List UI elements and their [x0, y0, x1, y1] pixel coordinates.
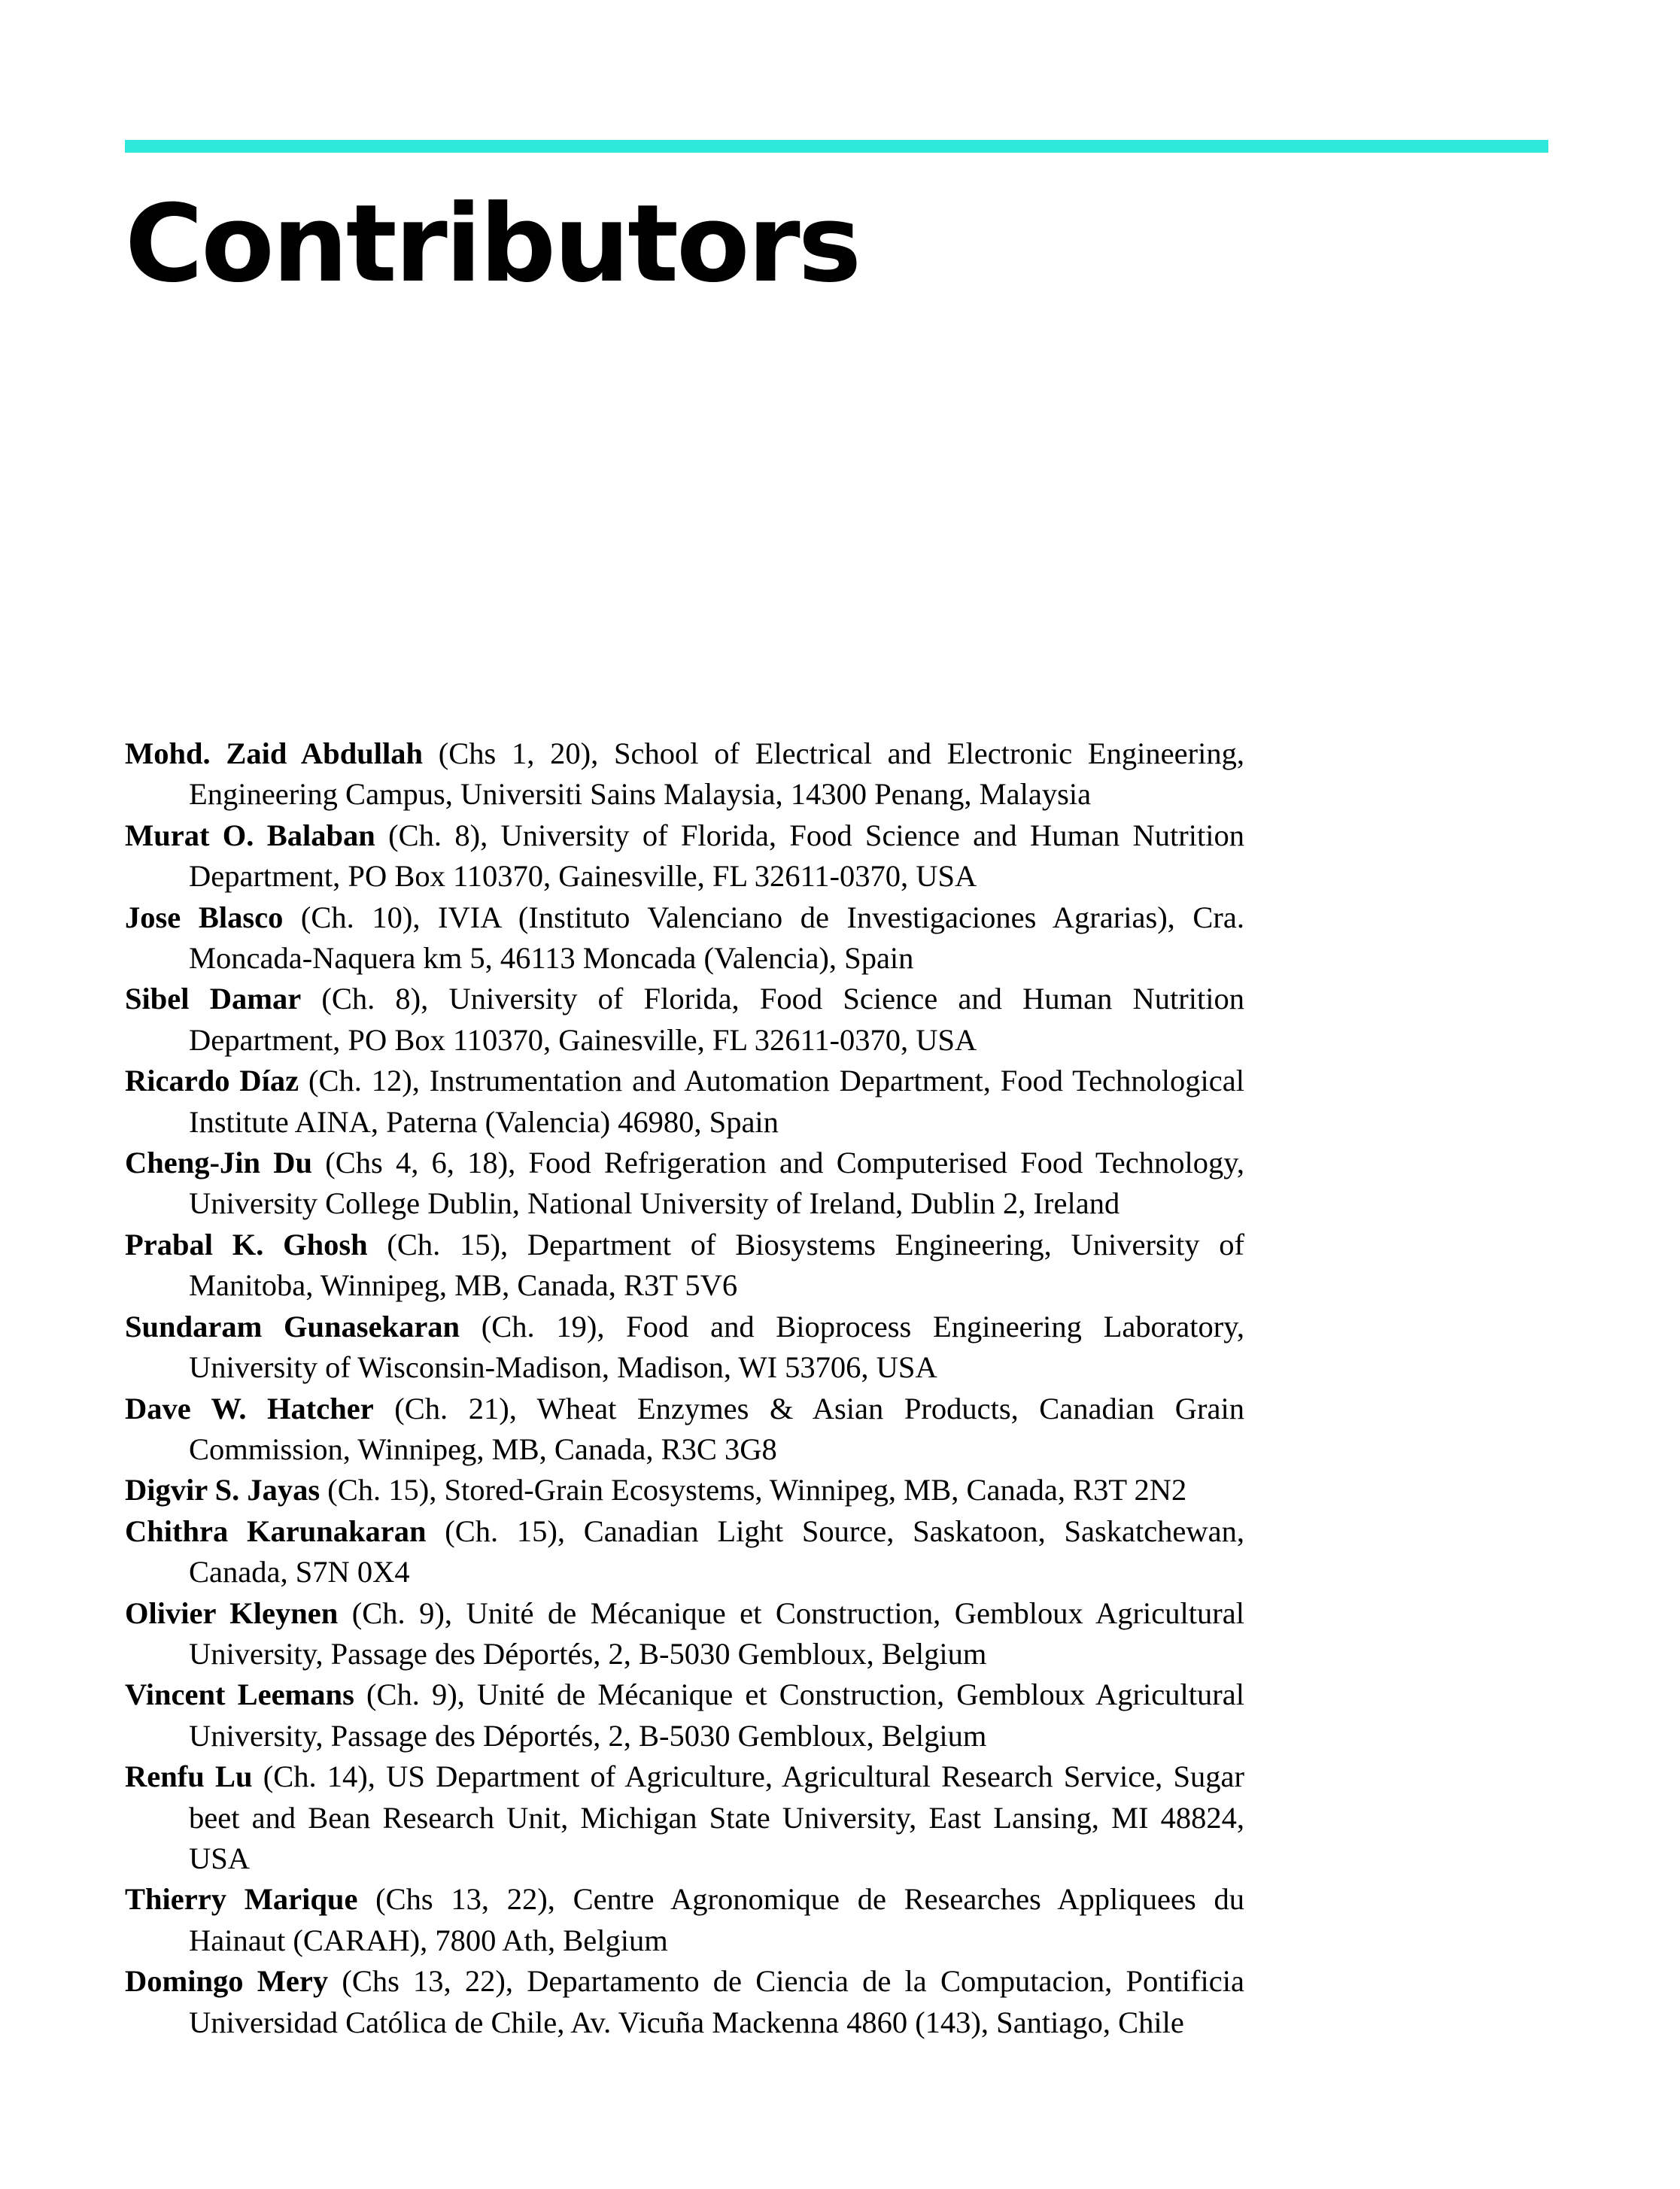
- contributor-name: Olivier Kleynen: [125, 1595, 339, 1630]
- contributor-details: (Chs 13, 22), Centre Agronomique de Researches Appliquees du Hainaut (CARAH), 7800 Ath, Belgium: [189, 1882, 1244, 1957]
- contributor-entry: [125, 897, 1244, 979]
- contributor-entry: [125, 815, 1244, 897]
- contributor-name: Thierry Marique: [125, 1882, 358, 1917]
- contributor-details: (Ch. 21), Wheat Enzymes & Asian Products, Canadian Grain Commission, Winnipeg, MB, Canada, R3C 3G8: [189, 1391, 1244, 1466]
- contributor-name: Cheng-Jin Du: [125, 1146, 313, 1180]
- contributor-details: (Chs 13, 22), Departamento de Ciencia de la Computacion, Pontificia Universidad Católica de Chile, Av. Vicuña Mackenna 4860 (143), Santiago, Chile: [189, 1964, 1244, 2039]
- contributor-details: (Ch. 14), US Department of Agriculture, Agricultural Research Service, Sugar beet and Bean Research Unit, Michigan State University, East Lansing, MI 48824, USA: [189, 1759, 1245, 1875]
- contributor-name: Sundaram Gunasekaran: [125, 1309, 460, 1343]
- contributor-name: Digvir S. Jayas: [125, 1473, 321, 1507]
- header-rule: [125, 140, 1548, 153]
- contributor-details: (Ch. 8), University of Florida, Food Science and Human Nutrition Department, PO Box 110370, Gainesville, FL 32611-0370, USA: [189, 982, 1245, 1057]
- contributor-entry: [125, 1470, 1244, 1510]
- contributor-name: Dave W. Hatcher: [125, 1391, 374, 1425]
- contributor-entry: [125, 733, 1244, 815]
- page-title: Contributors: [125, 182, 860, 306]
- contributor-entry: [125, 979, 1244, 1061]
- contributor-entry: [125, 1674, 1244, 1756]
- contributor-details: (Ch. 9), Unité de Mécanique et Construction, Gembloux Agricultural University, Passage des Déportés, 2, B-5030 Gembloux, Belgium: [189, 1677, 1244, 1753]
- contributor-entry: [125, 1879, 1244, 1961]
- contributor-name: Renfu Lu: [125, 1759, 253, 1794]
- contributor-details: (Chs 4, 6, 18), Food Refrigeration and Computerised Food Technology, University College Dublin, National University of Ireland, Dublin 2, Ireland: [189, 1146, 1244, 1221]
- contributor-name: Sibel Damar: [125, 982, 302, 1016]
- contributor-entry: [125, 1225, 1244, 1307]
- contributor-entry: [125, 1143, 1244, 1225]
- contributor-name: Jose Blasco: [125, 900, 284, 934]
- contributor-details: (Ch. 19), Food and Bioprocess Engineering Laboratory, University of Wisconsin-Madison, Madison, WI 53706, USA: [189, 1309, 1245, 1385]
- contributor-entry: [125, 1511, 1244, 1593]
- contributor-entry: [125, 1593, 1244, 1675]
- contributor-entry: [125, 1061, 1244, 1143]
- contributor-entry: [125, 1961, 1244, 2043]
- contributor-entry: [125, 1756, 1244, 1879]
- contributor-details: (Ch. 15), Stored-Grain Ecosystems, Winnipeg, MB, Canada, R3T 2N2: [320, 1473, 1187, 1507]
- contributor-details: (Ch. 10), IVIA (Instituto Valenciano de Investigaciones Agrarias), Cra. Moncada-Naquera km 5, 46113 Moncada (Valencia), Spain: [189, 900, 1244, 976]
- contributor-entry: [125, 1389, 1244, 1471]
- contributor-name: Chithra Karunakaran: [125, 1513, 427, 1548]
- contributor-details: (Chs 1, 20), School of Electrical and Electronic Engineering, Engineering Campus, Universiti Sains Malaysia, 14300 Penang, Malaysia: [189, 736, 1244, 812]
- contributor-name: Murat O. Balaban: [125, 818, 375, 852]
- contributor-name: Mohd. Zaid Abdullah: [125, 736, 424, 770]
- contributor-name: Prabal K. Ghosh: [125, 1227, 368, 1261]
- contributor-details: (Ch. 15), Canadian Light Source, Saskatoon, Saskatchewan, Canada, S7N 0X4: [189, 1513, 1245, 1589]
- contributor-entry: [125, 1307, 1244, 1389]
- contributor-details: (Ch. 9), Unité de Mécanique et Construction, Gembloux Agricultural University, Passage des Déportés, 2, B-5030 Gembloux, Belgium: [189, 1595, 1244, 1671]
- contributor-details: (Ch. 8), University of Florida, Food Science and Human Nutrition Department, PO Box 110370, Gainesville, FL 32611-0370, USA: [189, 818, 1245, 894]
- contributor-name: Vincent Leemans: [125, 1677, 354, 1712]
- contributor-name: Ricardo Díaz: [125, 1064, 299, 1098]
- contributor-name: Domingo Mery: [125, 1964, 329, 1999]
- contributor-details: (Ch. 15), Department of Biosystems Engineering, University of Manitoba, Winnipeg, MB, Canada, R3T 5V6: [189, 1227, 1244, 1303]
- contributor-details: (Ch. 12), Instrumentation and Automation Department, Food Technological Institute AINA, Paterna (Valencia) 46980, Spain: [189, 1064, 1244, 1139]
- contributors-list: [125, 733, 1244, 2043]
